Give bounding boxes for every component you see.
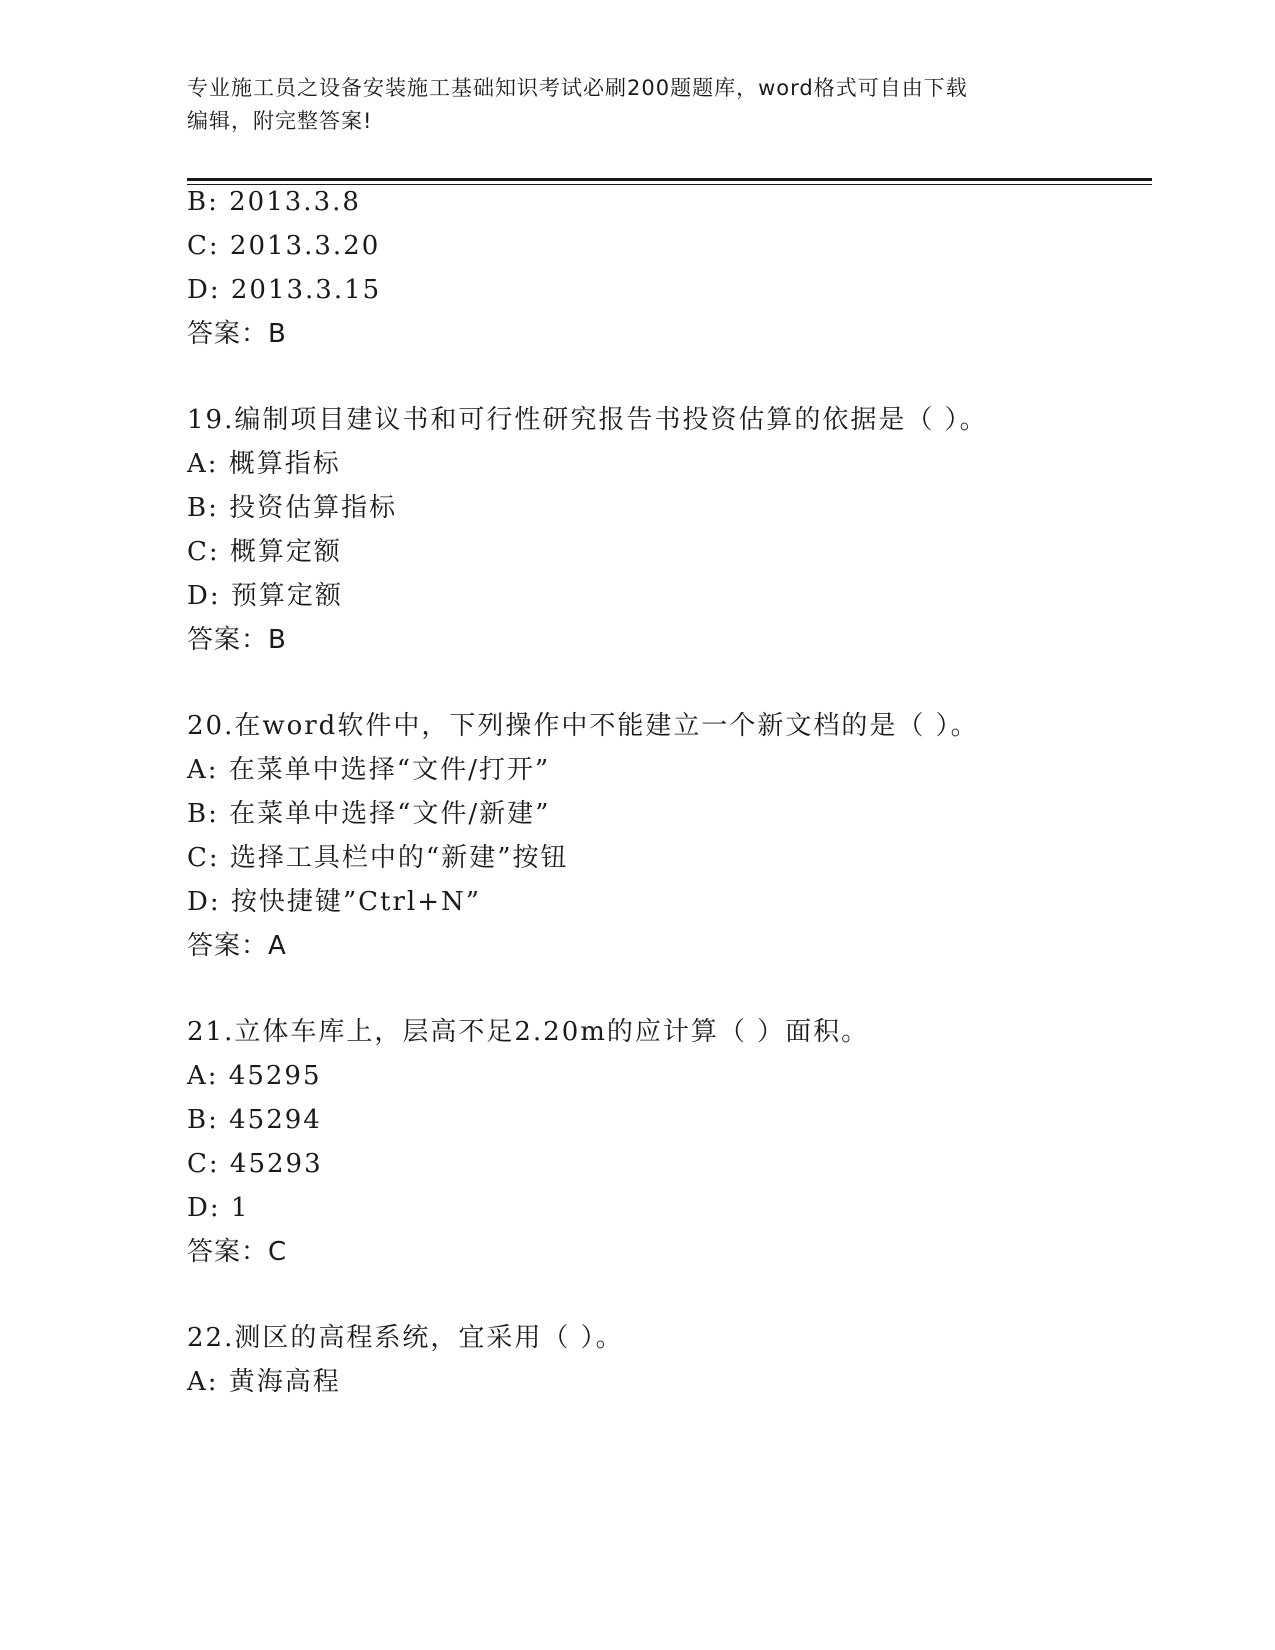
q18-option-c: C: 2013.3.20 [187, 231, 381, 261]
q18-answer: 答案：B [187, 319, 287, 349]
q19-option-b: B: 投资估算指标 [187, 493, 398, 523]
header-title-line-1: 专业施工员之设备安装施工基础知识考试必刷200题题库，word格式可自由下载 [187, 76, 968, 100]
q21-option-a: A: 45295 [187, 1061, 322, 1091]
header-divider-thin [187, 184, 1152, 185]
q19-option-c: C: 概算定额 [187, 537, 342, 567]
q21-option-b: B: 45294 [187, 1105, 322, 1135]
q20-answer: 答案：A [187, 931, 287, 961]
page-header [187, 72, 1067, 138]
q19-stem: 19.编制项目建议书和可行性研究报告书投资估算的依据是（ ）。 [187, 405, 988, 435]
q22-stem: 22.测区的高程系统，宜采用（ ）。 [187, 1323, 624, 1353]
q21-option-d: D: 1 [187, 1193, 250, 1223]
q19-answer: 答案：B [187, 625, 287, 655]
q20-option-d: D: 按快捷键”Ctrl+N” [187, 887, 482, 917]
q19-option-d: D: 预算定额 [187, 581, 343, 611]
header-divider-thick [187, 178, 1152, 181]
q18-option-d: D: 2013.3.15 [187, 275, 382, 305]
q20-option-b: B: 在菜单中选择“文件/新建” [187, 799, 551, 829]
q20-option-c: C: 选择工具栏中的“新建”按钮 [187, 843, 569, 873]
q18-option-b: B: 2013.3.8 [187, 187, 361, 217]
q19-option-a: A: 概算指标 [187, 449, 341, 479]
q20-stem: 20.在word软件中，下列操作中不能建立一个新文档的是（ ）。 [187, 711, 979, 741]
q21-stem: 21.立体车库上，层高不足2.20m的应计算（ ）面积。 [187, 1017, 870, 1047]
q22-option-a: A: 黄海高程 [187, 1367, 341, 1397]
q21-answer: 答案：C [187, 1237, 288, 1267]
q21-option-c: C: 45293 [187, 1149, 323, 1179]
header-title-line-2: 编辑，附完整答案! [187, 109, 373, 133]
q20-option-a: A: 在菜单中选择“文件/打开” [187, 755, 551, 785]
